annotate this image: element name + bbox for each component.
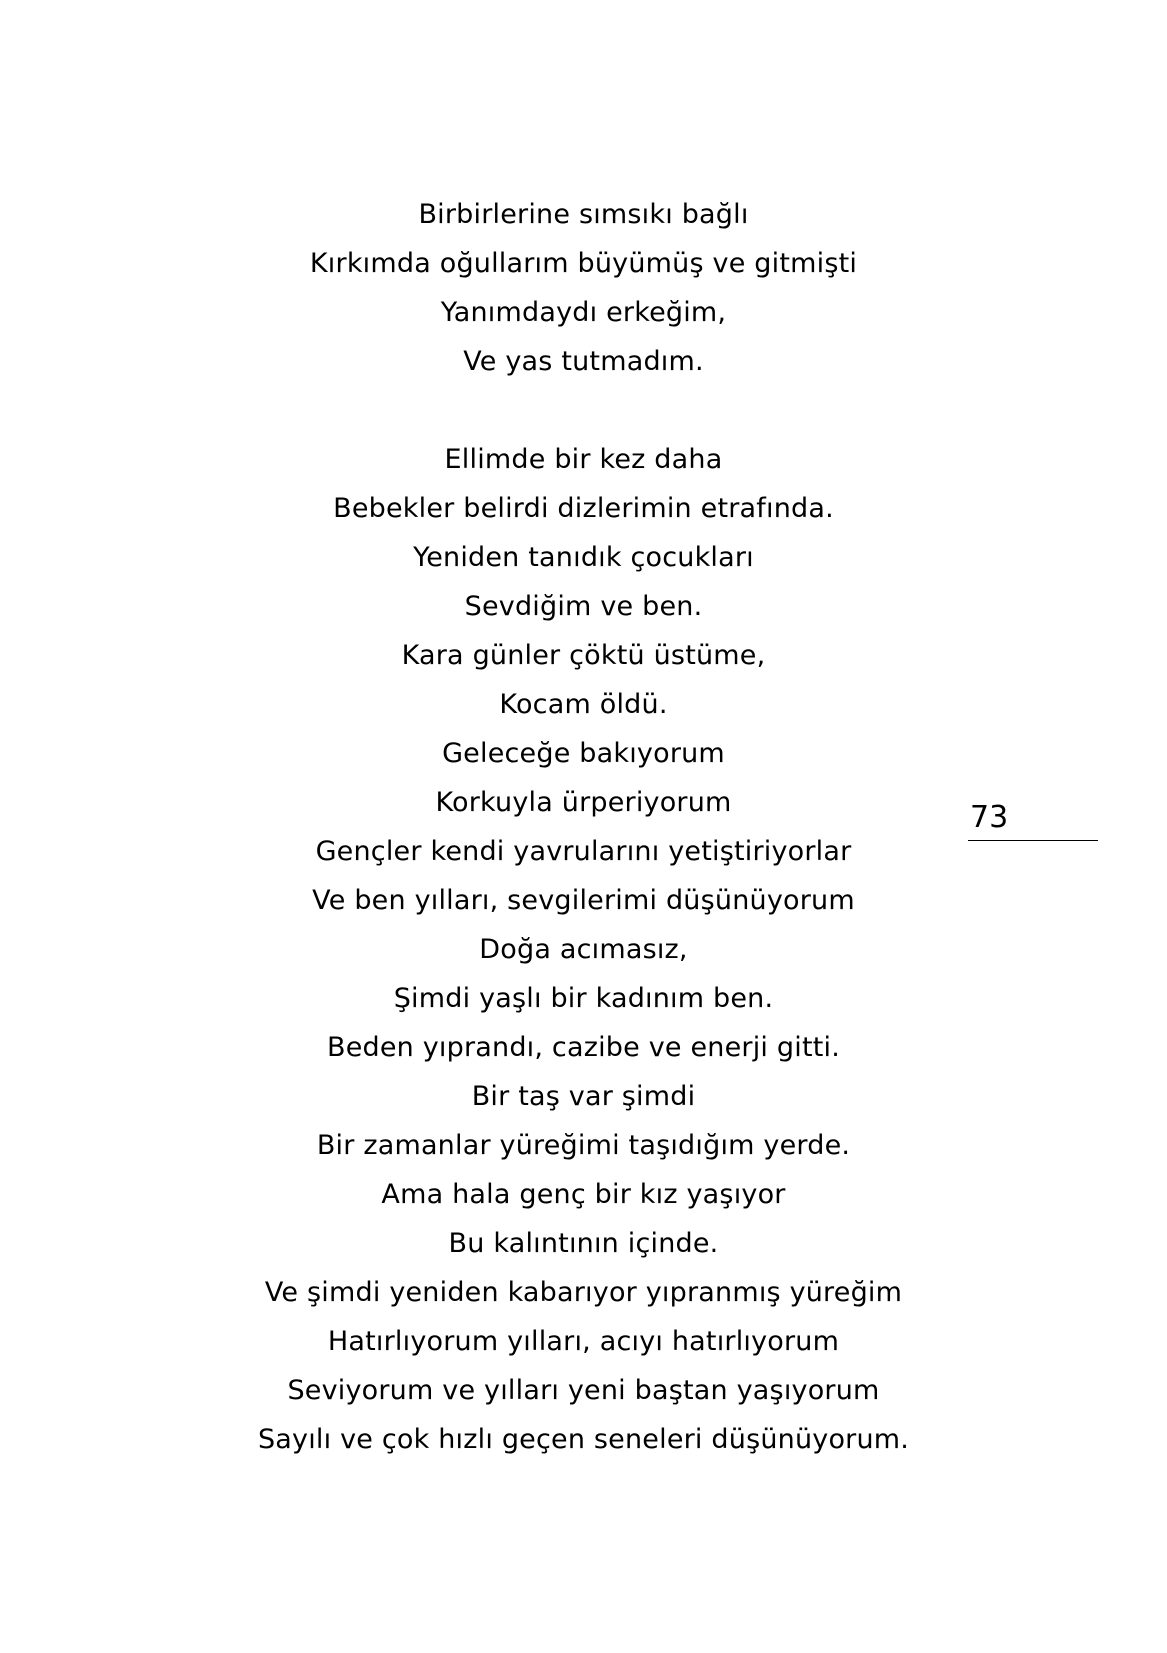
poem-line: Korkuyla ürperiyorum	[435, 787, 732, 818]
poem-line: Sayılı ve çok hızlı geçen seneleri düşünüyorum.	[257, 1424, 910, 1455]
poem-line: Bebekler belirdi dizlerimin etrafında.	[333, 493, 834, 524]
poem-line: Ellimde bir kez daha	[444, 444, 723, 475]
poem-line: Bu kalıntının içinde.	[448, 1228, 719, 1259]
poem-line: Kara günler çöktü üstüme,	[401, 640, 766, 671]
poem-stanza-2	[0, 435, 1167, 1464]
poem-stanza-1	[0, 190, 1167, 386]
poem-line: Doğa acımasız,	[479, 934, 688, 965]
page-number: 73	[970, 800, 1009, 835]
poem-line: Ama hala genç bir kız yaşıyor	[381, 1179, 786, 1210]
poem-line: Beden yıprandı, cazibe ve enerji gitti.	[326, 1032, 841, 1063]
poem-line: Yanımdaydı erkeğim,	[440, 297, 727, 328]
poem-line: Ve şimdi yeniden kabarıyor yıpranmış yüreğim	[264, 1277, 903, 1308]
poem-line: Birbirlerine sımsıkı bağlı	[418, 199, 749, 230]
poem-line: Şimdi yaşlı bir kadınım ben.	[393, 983, 774, 1014]
poem-line: Geleceğe bakıyorum	[442, 738, 725, 769]
poem-line: Kırkımda oğullarım büyümüş ve gitmişti	[309, 248, 858, 279]
poem-line: Kocam öldü.	[499, 689, 668, 720]
poem-line: Gençler kendi yavrularını yetiştiriyorlar	[315, 836, 852, 867]
poem-line: Sevdiğim ve ben.	[464, 591, 703, 622]
poem-line: Bir zamanlar yüreğimi taşıdığım yerde.	[316, 1130, 851, 1161]
poem-line: Bir taş var şimdi	[471, 1081, 696, 1112]
poem-line: Hatırlıyorum yılları, acıyı hatırlıyorum	[327, 1326, 840, 1357]
poem-line: Ve ben yılları, sevgilerimi düşünüyorum	[312, 885, 855, 916]
page-number-rule	[968, 840, 1098, 841]
poem-line: Ve yas tutmadım.	[463, 346, 704, 377]
poem-line: Yeniden tanıdık çocukları	[413, 542, 754, 573]
poem-line: Seviyorum ve yılları yeni baştan yaşıyorum	[287, 1375, 880, 1406]
